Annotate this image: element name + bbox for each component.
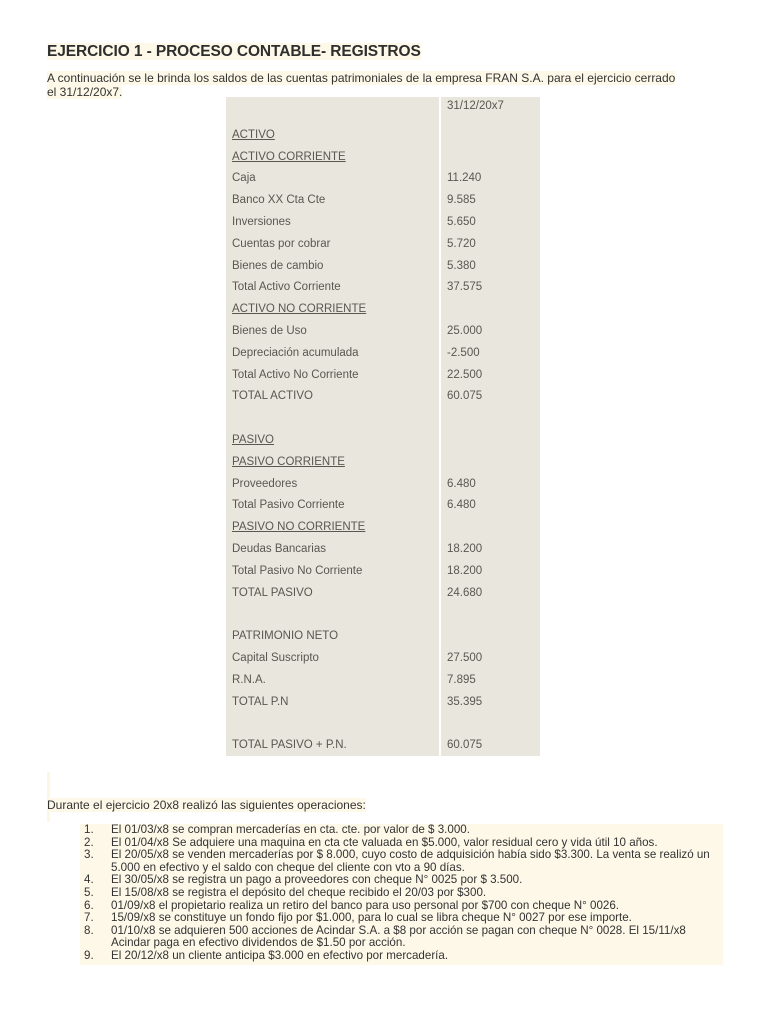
balance-row: [226, 734, 540, 756]
account-label: [226, 146, 441, 168]
account-label-text: ACTIVO CORRIENTE: [232, 150, 346, 163]
account-value: 60.075: [441, 734, 540, 756]
balance-row: [226, 495, 540, 517]
operation-number: 9.: [84, 948, 94, 962]
account-label: [226, 647, 441, 669]
operation-number: 6.: [84, 898, 94, 912]
operation-number: 8.: [84, 923, 94, 937]
balance-row: [226, 669, 540, 691]
account-label: [226, 473, 441, 495]
account-value: [441, 625, 540, 647]
account-label-text: Total Pasivo Corriente: [232, 499, 345, 512]
balance-header-row: [226, 97, 540, 124]
account-value: 5.380: [441, 255, 540, 277]
balance-row: [226, 386, 540, 408]
balance-row: [226, 320, 540, 342]
account-label-text: Caja: [232, 172, 256, 185]
account-value: [441, 124, 540, 146]
balance-row: [226, 713, 540, 735]
highlight-strip: [47, 772, 50, 822]
balance-sheet-table: [226, 97, 540, 756]
account-label-text: Capital Suscripto: [232, 652, 319, 665]
operation-item: [80, 887, 723, 900]
account-label-text: Total Pasivo No Corriente: [232, 564, 363, 577]
balance-row: [226, 560, 540, 582]
account-label: [226, 582, 441, 604]
account-label: [226, 625, 441, 647]
balance-row: [226, 146, 540, 168]
balance-row: [226, 233, 540, 255]
account-value: -2.500: [441, 342, 540, 364]
account-label-text: Banco XX Cta Cte: [232, 194, 326, 207]
account-value: 6.480: [441, 495, 540, 517]
balance-row: [226, 364, 540, 386]
account-label: [226, 734, 441, 756]
account-label: [226, 386, 441, 408]
operation-text: 15/09/x8 se constituye un fondo fijo por $1.000, para lo cual se libra cheque N° 0027 por ese importe.: [111, 911, 632, 925]
operation-number: 2.: [84, 835, 94, 849]
account-label-text: Bienes de cambio: [232, 259, 324, 272]
account-label: [226, 233, 441, 255]
operation-text: El 30/05/x8 se registra un pago a proveedores con cheque N° 0025 por $ 3.500.: [111, 873, 523, 887]
operation-number: 1.: [84, 823, 94, 836]
account-label: [226, 713, 441, 735]
balance-row: [226, 189, 540, 211]
operation-item: [80, 950, 723, 963]
account-label: [226, 342, 441, 364]
account-label: [226, 429, 441, 451]
account-value: 7.895: [441, 669, 540, 691]
balance-header-blank: [226, 97, 441, 124]
page-title: [47, 42, 421, 62]
account-value: 27.500: [441, 647, 540, 669]
account-label: [226, 560, 441, 582]
operation-text: El 01/03/x8 se compran mercaderías en cta. cte. por valor de $ 3.000.: [111, 823, 470, 836]
account-label-text: R.N.A.: [232, 673, 266, 686]
account-label-text: Deudas Bancarias: [232, 543, 326, 556]
operation-text: El 20/05/x8 se venden mercaderías por $ 8.000, cuyo costo de adquisición había sido $3.300. La venta se realizó un 5.000 en efectivo y el saldo con cheque del cliente con vto a 90 días.: [111, 848, 710, 874]
account-label: [226, 364, 441, 386]
account-label-text: TOTAL P.N: [232, 695, 289, 708]
account-label: [226, 277, 441, 299]
account-label: [226, 320, 441, 342]
operation-number: 4.: [84, 873, 94, 887]
account-label: [226, 516, 441, 538]
account-value: 9.585: [441, 189, 540, 211]
intro-paragraph: [47, 72, 687, 99]
balance-row: [226, 625, 540, 647]
account-label-text: Total Activo No Corriente: [232, 368, 359, 381]
account-label-text: TOTAL ACTIVO: [232, 390, 313, 403]
account-label-text: PASIVO CORRIENTE: [232, 455, 345, 468]
account-value: 18.200: [441, 538, 540, 560]
balance-row: [226, 298, 540, 320]
account-label-text: PATRIMONIO NETO: [232, 630, 339, 643]
operation-item: [80, 849, 723, 874]
account-value: [441, 146, 540, 168]
account-value: 6.480: [441, 473, 540, 495]
account-label: [226, 495, 441, 517]
account-label-text: Total Activo Corriente: [232, 281, 341, 294]
account-label-text: ACTIVO NO CORRIENTE: [232, 303, 367, 316]
account-value: [441, 407, 540, 429]
operation-number: 7.: [84, 911, 94, 925]
account-value: [441, 604, 540, 626]
account-label: [226, 189, 441, 211]
balance-row: [226, 277, 540, 299]
operation-text: 01/09/x8 el propietario realiza un retiro del banco para uso personal por $700 con cheque N° 0026.: [111, 898, 620, 912]
operation-text: 01/10/x8 se adquieren 500 acciones de Acindar S.A. a $8 por acción se pagan con cheque N° 0028. El 15/11/x8 Acindar paga en efectivo dividendos de $1.50 por acción.: [111, 923, 686, 950]
account-value: 37.575: [441, 277, 540, 299]
balance-row: [226, 604, 540, 626]
operation-number: 5.: [84, 885, 94, 899]
balance-row: [226, 647, 540, 669]
account-label: [226, 407, 441, 429]
account-label-text: PASIVO NO CORRIENTE: [232, 521, 366, 534]
account-label: [226, 669, 441, 691]
account-label: [226, 124, 441, 146]
balance-row: [226, 516, 540, 538]
account-value: [441, 713, 540, 735]
operations-intro-text: Durante el ejercicio 20x8 realizó las siguientes operaciones:: [47, 798, 366, 812]
account-label-text: Depreciación acumulada: [232, 346, 359, 359]
account-value: [441, 451, 540, 473]
account-value: 60.075: [441, 386, 540, 408]
account-value: [441, 429, 540, 451]
account-label: [226, 211, 441, 233]
account-label-text: PASIVO: [232, 434, 274, 447]
account-label: [226, 255, 441, 277]
operation-number: 3.: [84, 848, 94, 862]
balance-row: [226, 124, 540, 146]
account-label: [226, 538, 441, 560]
account-value: 11.240: [441, 168, 540, 190]
account-label: [226, 451, 441, 473]
balance-row: [226, 538, 540, 560]
operation-item: [80, 824, 723, 837]
account-label: [226, 168, 441, 190]
balance-row: [226, 407, 540, 429]
balance-row: [226, 211, 540, 233]
account-value: 25.000: [441, 320, 540, 342]
account-label-text: Proveedores: [232, 477, 298, 490]
account-value: 35.395: [441, 691, 540, 713]
balance-date-header: 31/12/20x7: [441, 97, 540, 124]
account-label: [226, 691, 441, 713]
operations-list: [80, 824, 723, 965]
account-label-text: TOTAL PASIVO + P.N.: [232, 739, 347, 752]
operation-text: El 01/04/x8 Se adquiere una maquina en cta cte valuada en $5.000, valor residual cero y vida útil 10 años.: [111, 835, 658, 849]
account-label-text: TOTAL PASIVO: [232, 586, 313, 599]
account-label-text: Bienes de Uso: [232, 325, 307, 338]
operations-intro: [47, 798, 366, 813]
account-label-text: Cuentas por cobrar: [232, 237, 331, 250]
balance-row: [226, 582, 540, 604]
account-value: 5.650: [441, 211, 540, 233]
intro-text: A continuación se le brinda los saldos de las cuentas patrimoniales de la empresa FRAN S.A. para el ejercicio cerrado el 31/12/20x7.: [47, 71, 676, 99]
balance-row: [226, 691, 540, 713]
balance-row: [226, 451, 540, 473]
account-label: [226, 604, 441, 626]
account-value: 22.500: [441, 364, 540, 386]
balance-row: [226, 342, 540, 364]
account-label-text: ACTIVO: [232, 128, 275, 141]
balance-row: [226, 473, 540, 495]
operation-text: El 20/12/x8 un cliente anticipa $3.000 en efectivo por mercadería.: [111, 948, 449, 962]
account-value: 18.200: [441, 560, 540, 582]
account-value: [441, 298, 540, 320]
operation-text: El 15/08/x8 se registra el depósito del cheque recibido el 20/03 por $300.: [111, 885, 487, 899]
balance-row: [226, 168, 540, 190]
operation-item: [80, 925, 723, 950]
account-value: 5.720: [441, 233, 540, 255]
balance-row: [226, 255, 540, 277]
account-value: 24.680: [441, 582, 540, 604]
page-title-text: EJERCICIO 1 - PROCESO CONTABLE- REGISTROS: [47, 43, 421, 60]
account-value: [441, 516, 540, 538]
account-label: [226, 298, 441, 320]
balance-row: [226, 429, 540, 451]
operation-item: [80, 912, 723, 925]
account-label-text: Inversiones: [232, 216, 291, 229]
